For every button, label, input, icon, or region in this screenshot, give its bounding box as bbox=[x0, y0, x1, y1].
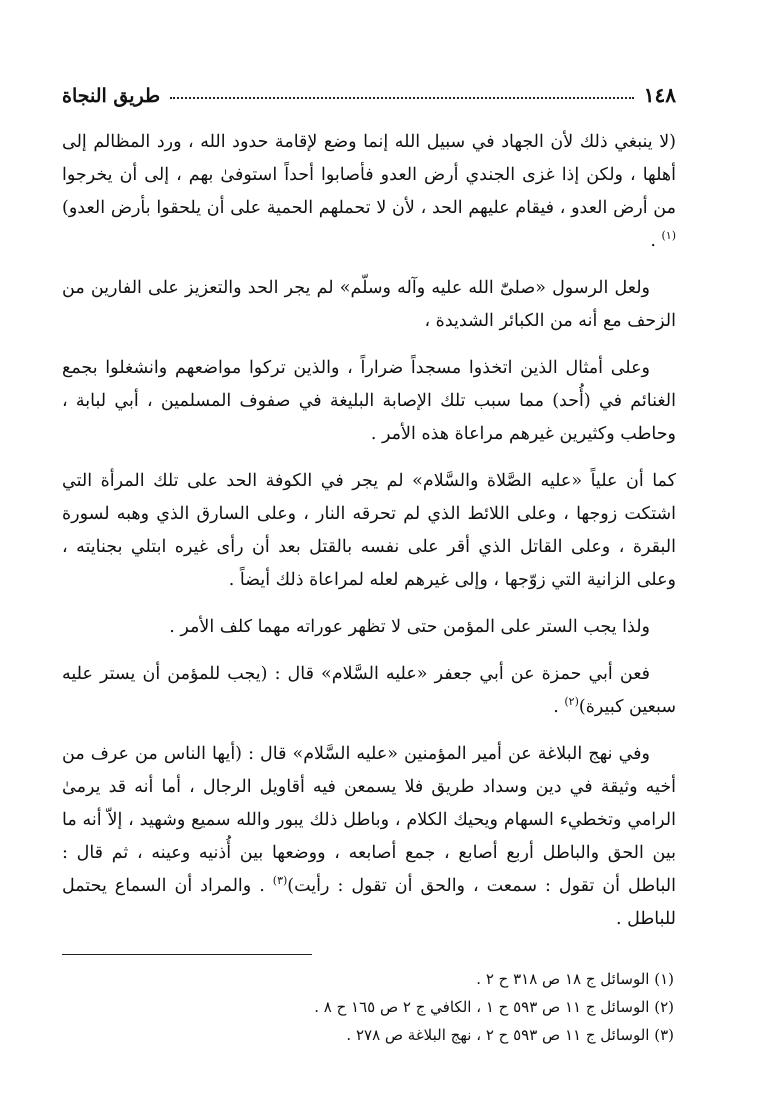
page-header bbox=[62, 80, 676, 110]
footnote-separator-wrap bbox=[62, 954, 676, 955]
paragraph-1-end: . bbox=[650, 231, 662, 251]
page-number: ١٤٨ bbox=[643, 83, 676, 107]
running-title: طريق النجاة bbox=[62, 85, 161, 107]
footnote-3: (٣) الوسائل ج ١١ ص ٥٩٣ ح ٢ ، نهج البلاغة ص ٢٧٨ . bbox=[346, 1026, 674, 1044]
paragraph-1-text: (لا ينبغي ذلك لأن الجهاد في سبيل الله إنما وضع لإقامة حدود الله ، ورد المظالم إلى أهلها ، ولكن إذا غزى الجندي أرض العدو فأصابوا أحداً استوفىٰ بهم ، إلى أن يخرجوا من أرض العدو ، فيقام عليهم الحد ، لأن لا تحملهم الحمية على أن يلحقوا بأرض العدو) bbox=[62, 132, 676, 218]
paragraph-4: كما أن علياً «عليه الصَّلاة والسَّلام» لم يجر في الكوفة الحد على تلك المرأة التي اشتكت زوجها ، وعلى اللائط الذي لم تحرقه النار ، وعلى السارق الذي وهبه لسورة البقرة ، وعلى القاتل الذي أقر على نفسه بالقتل بعد أن رأى غيره ابتلي بجنايته ، وعلى الزانية التي زوّجها ، وإلى غيرهم لعله لمراعاة ذلك أيضاً . bbox=[62, 471, 676, 590]
paragraph-6 bbox=[62, 658, 676, 724]
footnote-separator bbox=[62, 954, 312, 955]
footnote-ref-2: (٢) bbox=[564, 695, 579, 709]
paragraph-7 bbox=[62, 738, 676, 936]
paragraph-2: ولعل الرسول «صلىّٰ الله عليه وآله وسلّم» لم يجر الحد والتعزيز على الفارين من الزحف مع أنه من الكبائر الشديدة ، bbox=[62, 278, 676, 331]
paragraph-5: ولذا يجب الستر على المؤمن حتى لا تظهر عوراته مهما كلف الأمر . bbox=[169, 617, 650, 637]
footnote-ref-1: (١) bbox=[661, 229, 676, 243]
paragraph-7-tail: . والمراد أن السماع يحتمل للباطل . bbox=[62, 876, 676, 929]
paragraph-1 bbox=[62, 126, 676, 258]
paragraph-6-text: فعن أبي حمزة عن أبي جعفر «عليه السَّلام» قال : (يجب للمؤمن أن يستر عليه سبعين كبيرة) bbox=[62, 664, 676, 717]
paragraph-6-end: . bbox=[553, 697, 565, 717]
leader-dots bbox=[170, 97, 634, 99]
paragraph-7-text: وفي نهج البلاغة عن أمير المؤمنين «عليه السَّلام» قال : (أيها الناس من عرف من أخيه وثيقة في دين وسداد طريق فلا يسمعن فيه أقاويل الرجال ، أما أنه قد يرمىٰ الرامي وتخطيء السهام ويحيك الكلام ، وباطل ذلك يبور والله سميع وشهيد ، إلاّ أنه ما بين الحق والباطل أربع أصابع ، جمع أصابعه ، ووضعها بين أُذنيه وعينه ، ثم قال : الباطل أن تقول : سمعت ، والحق أن تقول : رأيت) bbox=[62, 744, 676, 896]
footnote-2: (٢) الوسائل ج ١١ ص ٥٩٣ ح ١ ، الكافي ج ٢ ص ١٦٥ ح ٨ . bbox=[314, 998, 674, 1016]
footnote-1: (١) الوسائل ج ١٨ ص ٣١٨ ح ٢ . bbox=[476, 970, 674, 988]
footnote-ref-3: (٣) bbox=[272, 874, 288, 888]
paragraph-3: وعلى أمثال الذين اتخذوا مسجداً ضراراً ، والذين تركوا مواضعهم وانشغلوا بجمع الغنائم في (أُحد) مما سبب تلك الإصابة البليغة في صفوف المسلمين ، أبي لبابة ، وحاطب وكثيرين غيرهم مراعاة هذه الأمر . bbox=[62, 358, 676, 444]
footnotes bbox=[62, 965, 676, 1049]
